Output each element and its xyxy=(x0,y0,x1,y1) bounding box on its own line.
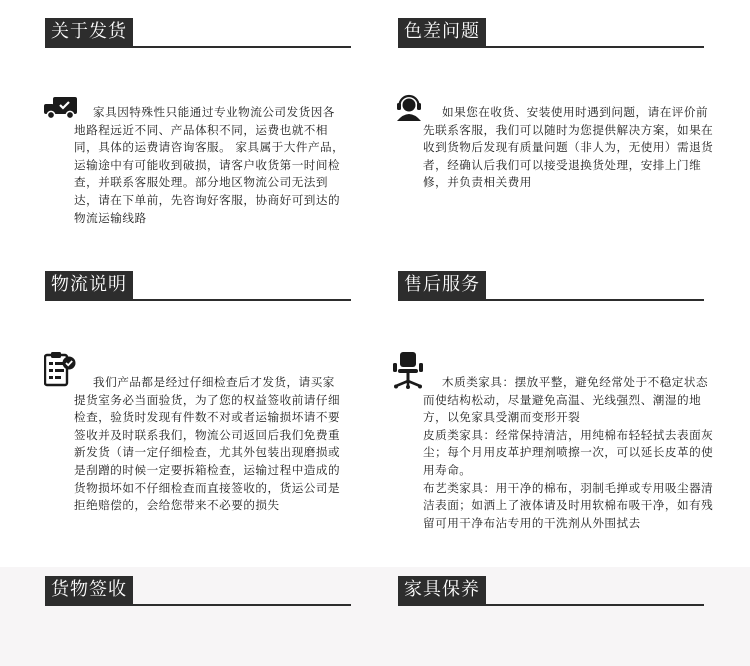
section-color xyxy=(398,18,704,48)
section-text xyxy=(423,104,716,192)
section-title: 物流说明 xyxy=(45,271,133,299)
header-divider xyxy=(398,604,704,606)
paragraph: 家具因特殊性只能通过专业物流公司发货因各地路程远近不同、产品体积不同，运费也就不相同，具体的运费请咨询客服。 家具属于大件产品，运输途中有可能收到破损，请客户收货第一时间检查，并联系客服处理。部分地区物流公司无法到达，请在下单前，先咨询好客服，协商好可到达的物流运输线路 xyxy=(74,105,345,225)
header-divider xyxy=(398,299,704,301)
section-receipt xyxy=(45,576,351,606)
header-divider xyxy=(45,299,351,301)
section-header xyxy=(398,271,704,301)
section-logistics xyxy=(45,271,351,301)
section-shipping xyxy=(45,18,351,48)
section-title: 货物签收 xyxy=(45,576,133,604)
header-divider xyxy=(398,46,704,48)
section-header xyxy=(45,271,351,301)
header-divider xyxy=(45,604,351,606)
section-header xyxy=(398,576,704,606)
paragraph: 木质类家具：摆放平整，避免经常处于不稳定状态而使结构松动，尽量避免高温、光线强烈、潮湿的地方，以免家具受潮而变形开裂 xyxy=(423,375,709,425)
section-care xyxy=(398,576,704,606)
paragraph: 我们产品都是经过仔细检查后才发货，请买家提货室务必当面验货，为了您的权益签收前请仔细检查，验货时发现有件数不对或者运输损坏请不要签收并及时联系我们，物流公司返回后我们免费重新发货（请一定仔细检查，尤其外包装出现磨损或是刮蹭的时候一定要拆箱检查，运输过程中造成的货物损坏如不仔细检查而直接签收的，货运公司是拒绝赔偿的，会给您带来不必要的损失 xyxy=(74,375,341,513)
section-header xyxy=(45,18,351,48)
headset-user-icon xyxy=(394,93,424,121)
section-title: 售后服务 xyxy=(398,271,486,299)
section-title: 色差问题 xyxy=(398,18,486,46)
section-text xyxy=(74,374,346,515)
section-title: 家具保养 xyxy=(398,576,486,604)
office-chair-icon xyxy=(392,351,424,389)
paragraph: 如果您在收货、安装使用时遇到问题，请在评价前先联系客服，我们可以随时为您提供解决方案，如果在收到货物后发现有质量问题（非人为，无使用）需退货者，经确认后我们可以接受退换货处理，安排上门维修，并负责相关费用 xyxy=(423,105,714,190)
section-text xyxy=(423,374,717,532)
section-aftersales xyxy=(398,271,704,301)
section-text xyxy=(74,104,346,227)
section-title: 关于发货 xyxy=(45,18,133,46)
truck-icon xyxy=(44,96,78,120)
paragraph: 皮质类家具：经常保持清洁，用纯棉布轻轻拭去表面灰尘；每个月用皮革护理剂喷擦一次，可以延长皮革的使用寿命。 xyxy=(423,427,714,477)
paragraph: 布艺类家具：用干净的棉布，羽制毛掸或专用吸尘器清洁表面；如洒上了液体请及时用软棉布吸干净，如有残留可用干净布沾专用的干洗剂从外围拭去 xyxy=(423,480,714,530)
clipboard-check-icon xyxy=(44,351,76,387)
section-header xyxy=(45,576,351,606)
section-header xyxy=(398,18,704,48)
header-divider xyxy=(45,46,351,48)
